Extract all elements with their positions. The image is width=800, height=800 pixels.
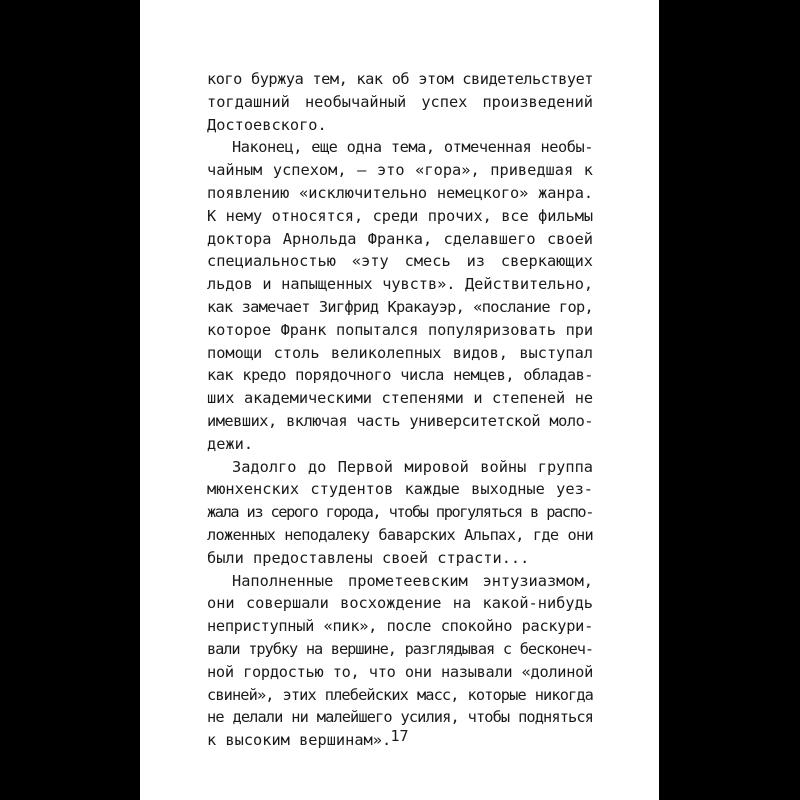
paragraph [207,456,593,570]
text-line: свиней», этих плебейских масс, которые никогда [207,685,593,704]
paragraph [207,68,593,136]
text-line: специальностью «эту смесь из сверкающих [207,252,593,271]
text-line: появлению «исключительно немецкого» жанра. [207,183,593,202]
page-number: 17 [390,727,409,745]
text-line: ной гордостью то, что они называли «долиной [207,662,593,681]
paragraph [207,570,593,752]
text-line: Наконец, еще одна тема, отмеченная необы- [232,138,593,157]
text-line: чайным успехом, — это «гора», приведшая к [207,161,593,180]
text-line: Достоевского. [207,115,327,134]
text-line: были предоставлены своей страсти... [207,548,530,567]
text-line: помощи столь великолепных видов, выступал [207,343,593,362]
text-line: к высоким вершинам». [207,731,392,750]
text-line: как замечает Зигфрид Кракауэр, «послание гор, [207,297,593,316]
text-line: ложенных неподалеку баварских Альпах, где они [207,525,593,544]
text-line: льдов и напыщенных чувств». Действительно, [207,275,593,294]
text-line: они совершали восхождение на какой-нибудь [207,594,593,613]
text-line: тогдашний необычайный успех произведений [207,92,593,111]
text-line: неприступный «пик», после спокойно раскури- [207,617,593,636]
text-line: которое Франк попытался популяризовать при [207,320,593,339]
text-line: не делали ни малейшего усилия, чтобы подняться [207,708,593,727]
text-line: жала из серого города, чтобы прогуляться в распо- [207,503,593,522]
text-line: имевших, включая часть университетской моло- [207,411,593,430]
text-line: кого буржуа тем, как об этом свидетельствует [207,70,593,88]
text-line: К нему относятся, среди прочих, все фильмы [207,206,593,225]
paragraph [207,136,593,455]
text-line: вали трубку на вершине, разглядывая с бесконеч- [207,639,593,658]
text-line: доктора Арнольда Франка, сделавшего своей [207,229,593,248]
book-page [140,0,659,800]
text-line: Задолго до Первой мировой войны группа [232,457,593,476]
text-line: ших академическими степенями и степеней не [207,389,593,408]
text-line: как кредо порядочного числа немцев, обладав- [207,366,593,385]
body-text [207,68,593,752]
text-line: дежи. [207,434,254,453]
text-line: Наполненные прометеевским энтузиазмом, [232,571,593,590]
text-line: мюнхенских студентов каждые выходные уез- [207,480,593,499]
